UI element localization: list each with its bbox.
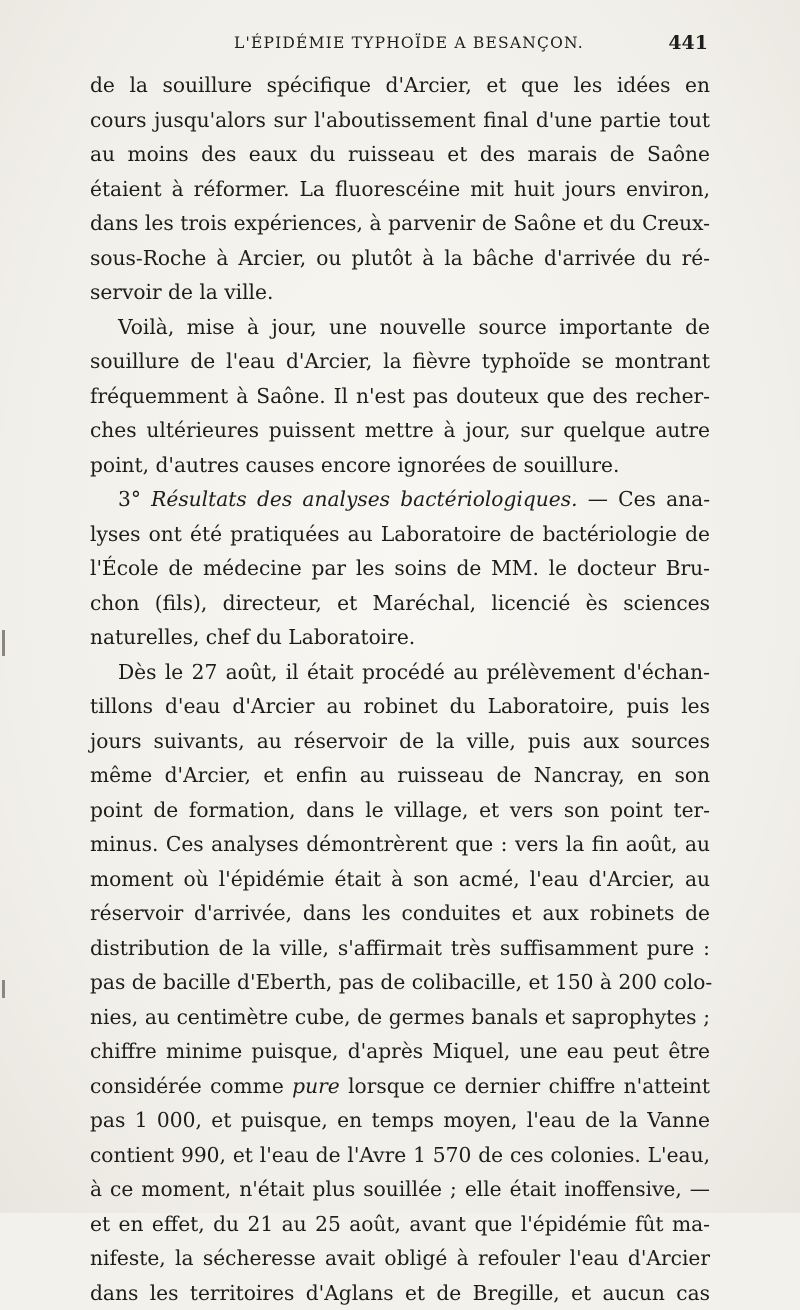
text-line: point, d'autres causes encore ignorées de souillure.	[90, 448, 710, 483]
text-line: ches ultérieures puissent mettre à jour, sur quelque autre	[90, 413, 710, 448]
text-line: cours jusqu'alors sur l'aboutissement final d'une partie tout	[90, 103, 710, 138]
text-line: moment où l'épidémie était à son acmé, l'eau d'Arcier, au	[90, 862, 710, 897]
italic-phrase: Résultats des analyses bactériologiques.	[151, 487, 577, 511]
text-line	[90, 482, 710, 517]
text-line: nifeste, la sécheresse avait obligé à refouler l'eau d'Arcier	[90, 1241, 710, 1276]
margin-mark	[2, 630, 5, 656]
text-line: au moins des eaux du ruisseau et des marais de Saône	[90, 137, 710, 172]
text-line: minus. Ces analyses démontrèrent que : vers la fin août, au	[90, 827, 710, 862]
text-line: de la souillure spécifique d'Arcier, et que les idées en	[90, 68, 710, 103]
italic-phrase: pure	[292, 1074, 340, 1098]
text-line: Voilà, mise à jour, une nouvelle source importante de	[90, 310, 710, 345]
text-line: lyses ont été pratiquées au Laboratoire de bactériologie de	[90, 517, 710, 552]
text-line-segment: — Ces ana-	[578, 487, 711, 511]
text-line-segment: lorsque ce dernier chiffre n'atteint	[340, 1074, 710, 1098]
text-line-segment: considérée comme	[90, 1074, 292, 1098]
text-line: point de formation, dans le village, et vers son point ter-	[90, 793, 710, 828]
text-line: à ce moment, n'était plus souillée ; elle était inoffensive, —	[90, 1172, 710, 1207]
text-line: tillons d'eau d'Arcier au robinet du Laboratoire, puis les	[90, 689, 710, 724]
body-text	[90, 68, 710, 1310]
text-line: contient 990, et l'eau de l'Avre 1 570 de ces colonies. L'eau,	[90, 1138, 710, 1173]
text-line: dans les trois expériences, à parvenir de Saône et du Creux-	[90, 206, 710, 241]
text-line: naturelles, chef du Laboratoire.	[90, 620, 710, 655]
text-line: et en effet, du 21 au 25 août, avant que l'épidémie fût ma-	[90, 1207, 710, 1242]
text-line: sous-Roche à Arcier, ou plutôt à la bâche d'arrivée du ré-	[90, 241, 710, 276]
text-line: Dès le 27 août, il était procédé au prélèvement d'échan-	[90, 655, 710, 690]
text-line: étaient à réformer. La fluorescéine mit huit jours environ,	[90, 172, 710, 207]
text-line: souillure de l'eau d'Arcier, la fièvre typhoïde se montrant	[90, 344, 710, 379]
text-line: pas 1 000, et puisque, en temps moyen, l'eau de la Vanne	[90, 1103, 710, 1138]
running-head-title: L'ÉPIDÉMIE TYPHOÏDE A BESANÇON.	[234, 34, 584, 52]
text-line: dans les territoires d'Aglans et de Bregille, et aucun cas	[90, 1276, 710, 1310]
text-line: fréquemment à Saône. Il n'est pas douteux que des recher-	[90, 379, 710, 414]
text-line	[90, 1069, 710, 1104]
text-line: distribution de la ville, s'affirmait très suffisamment pure :	[90, 931, 710, 966]
running-head	[0, 34, 800, 58]
text-line: pas de bacille d'Eberth, pas de colibacille, et 150 à 200 colo-	[90, 965, 710, 1000]
text-line: nies, au centimètre cube, de germes banals et saprophytes ;	[90, 1000, 710, 1035]
text-line: servoir de la ville.	[90, 275, 710, 310]
text-line-segment: 3°	[118, 487, 151, 511]
text-line: l'École de médecine par les soins de MM. le docteur Bru-	[90, 551, 710, 586]
margin-mark	[2, 980, 5, 998]
text-line: même d'Arcier, et enfin au ruisseau de Nancray, en son	[90, 758, 710, 793]
text-line: chon (fils), directeur, et Maréchal, licencié ès sciences	[90, 586, 710, 621]
page-number: 441	[668, 32, 708, 54]
text-line: réservoir d'arrivée, dans les conduites et aux robinets de	[90, 896, 710, 931]
text-line: chiffre minime puisque, d'après Miquel, une eau peut être	[90, 1034, 710, 1069]
text-line: jours suivants, au réservoir de la ville, puis aux sources	[90, 724, 710, 759]
